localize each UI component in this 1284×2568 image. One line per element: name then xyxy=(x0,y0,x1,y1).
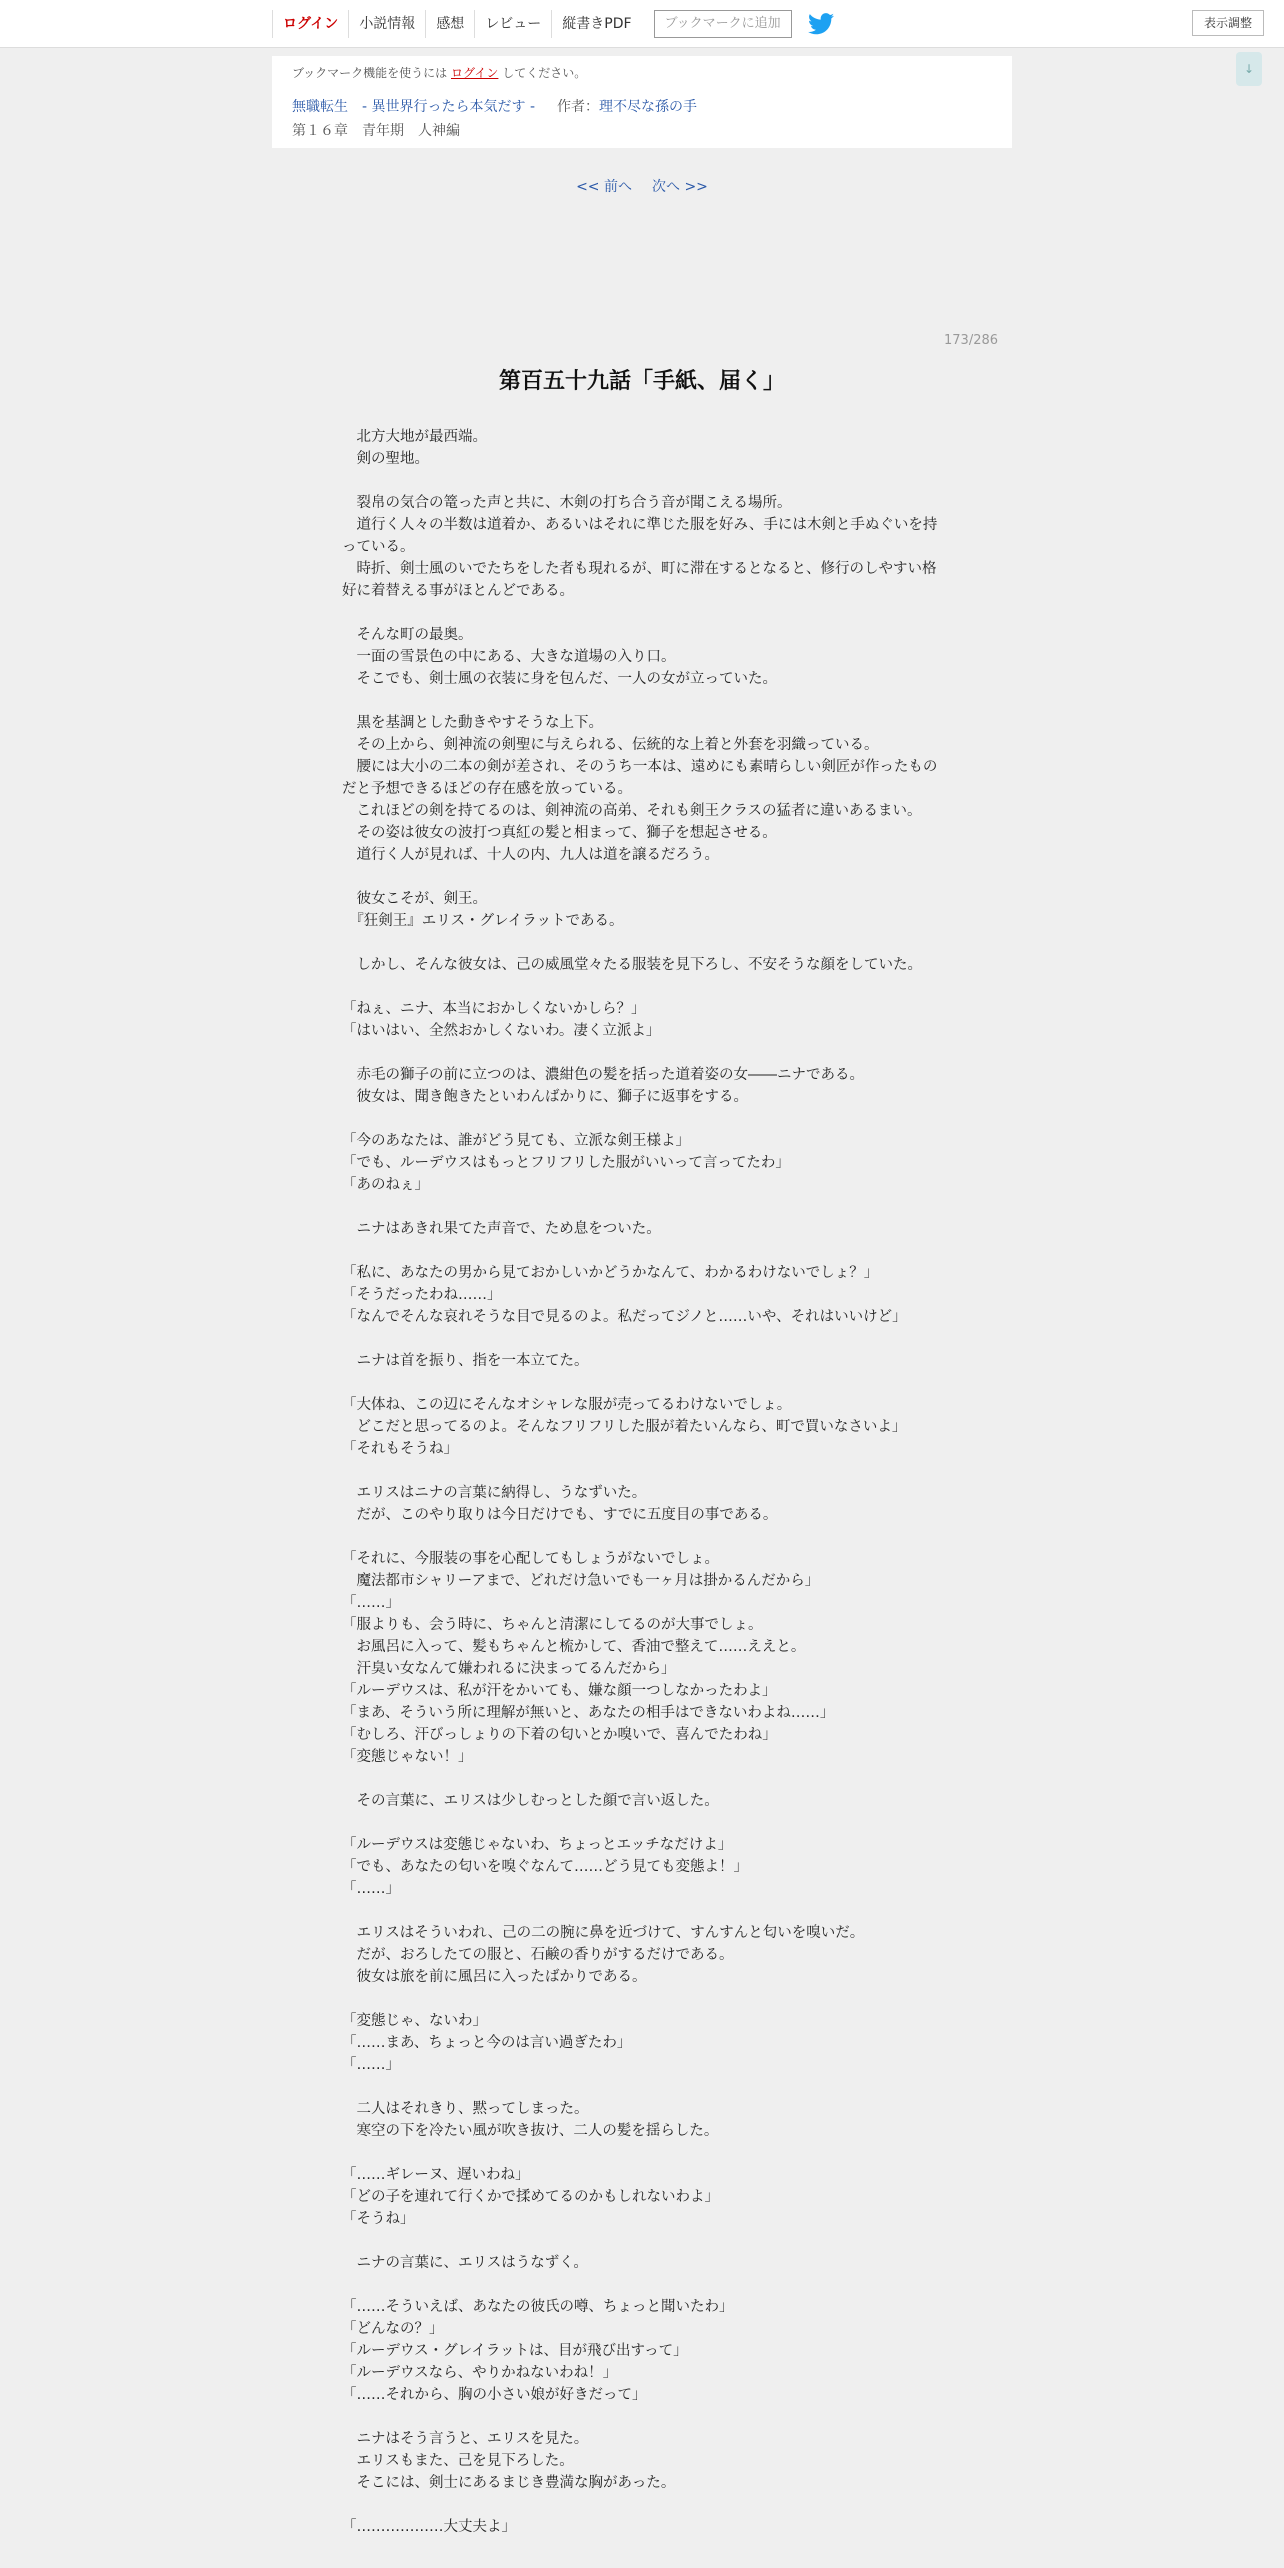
novel-paragraph xyxy=(342,1196,946,1218)
novel-paragraph: 時折、剣士風のいでたちをした者も現れるが、町に滞在するとなると、修行のしやすい格好に着替える事がほとんどである。 xyxy=(342,561,937,599)
pager xyxy=(0,176,1284,196)
novel-paragraph xyxy=(342,1768,946,1790)
novel-paragraph: その姿は彼女の波打つ真紅の髪と相まって、獅子を想起させる。 xyxy=(342,825,777,841)
novel-paragraph xyxy=(342,866,946,888)
novel-paragraph: お風呂に入って、髪もちゃんと梳かして、香油で整えて……ええと。 xyxy=(342,1639,806,1655)
novel-paragraph: これほどの剣を持てるのは、剣神流の高弟、それも剣王クラスの猛者に違いあるまい。 xyxy=(342,803,922,819)
vertical-pdf-link[interactable]: 縦書きPDF xyxy=(551,10,641,38)
novel-paragraph xyxy=(342,976,946,998)
page-number: 173/286 xyxy=(944,333,999,348)
novel-info-link[interactable]: 小説情報 xyxy=(348,10,425,38)
novel-paragraph: 「でも、ルーデウスはもっとフリフリした服がいいって言ってたわ」 xyxy=(342,1155,790,1171)
novel-paragraph: 彼女こそが、剣王。 xyxy=(342,891,487,907)
novel-paragraph: 「ルーデウス・グレイラットは、目が飛び出すって」 xyxy=(342,2343,688,2359)
novel-paragraph: 腰には大小の二本の剣が差され、そのうち一本は、遠めにも素晴らしい剣匠が作ったものだと予想できるほどの存在感を放っている。 xyxy=(342,759,938,797)
novel-paragraph: ニナはあきれ果てた声音で、ため息をついた。 xyxy=(342,1221,661,1237)
novel-paragraph: 彼女は旅を前に風呂に入ったばかりである。 xyxy=(342,1969,647,1985)
novel-paragraph: 一面の雪景色の中にある、大きな道場の入り口。 xyxy=(342,649,676,665)
login-link[interactable]: ログイン xyxy=(272,10,348,38)
novel-paragraph: 「……それから、胸の小さい娘が好きだって」 xyxy=(342,2387,647,2403)
novel-paragraph: 「……」 xyxy=(342,2057,400,2073)
novel-paragraph: 『狂剣王』エリス・グレイラットである。 xyxy=(342,913,624,929)
novel-paragraph: しかし、そんな彼女は、己の威風堂々たる服装を見下ろし、不安そうな顔をしていた。 xyxy=(342,957,922,973)
novel-paragraph xyxy=(342,2076,946,2098)
novel-paragraph: 赤毛の獅子の前に立つのは、濃紺色の髪を括った道着姿の女――ニナである。 xyxy=(342,1067,864,1083)
novel-paragraph: 二人はそれきり、黙ってしまった。 xyxy=(342,2101,589,2117)
novel-paragraph: 「どの子を連れて行くかで揉めてるのかもしれないわよ」 xyxy=(342,2189,719,2205)
novel-paragraph: 「それに、今服装の事を心配してもしょうがないでしょ。 xyxy=(342,1551,719,1567)
novel-paragraph: 「むしろ、汗びっしょりの下着の匂いとか嗅いで、喜んでたわね」 xyxy=(342,1727,777,1743)
novel-paragraph: そんな町の最奥。 xyxy=(342,627,473,643)
novel-paragraph: 「ルーデウスは変態じゃないわ、ちょっとエッチなだけよ」 xyxy=(342,1837,733,1853)
novel-paragraph: 「でも、あなたの匂いを嗅ぐなんて……どう見ても変態よ！」 xyxy=(342,1859,748,1875)
novel-paragraph: その言葉に、エリスは少しむっとした顔で言い返した。 xyxy=(342,1793,719,1809)
novel-paragraph: 彼女は、聞き飽きたといわんばかりに、獅子に返事をする。 xyxy=(342,1089,748,1105)
novel-paragraph: 「はいはい、全然おかしくないわ。凄く立派よ」 xyxy=(342,1023,661,1039)
novel-paragraph xyxy=(342,2230,946,2252)
novel-paragraph xyxy=(342,1526,946,1548)
novel-paragraph: 北方大地が最西端。 xyxy=(342,429,487,445)
novel-paragraph: 「……まあ、ちょっと今のは言い過ぎたわ」 xyxy=(342,2035,632,2051)
novel-paragraph xyxy=(342,1042,946,1064)
bookmark-note-text-end: してください。 xyxy=(502,66,587,80)
prev-page-link[interactable]: << 前へ xyxy=(576,179,632,195)
novel-paragraph xyxy=(342,1988,946,2010)
novel-paragraph: 「ルーデウスは、私が汗をかいても、嫌な顔一つしなかったわよ」 xyxy=(342,1683,777,1699)
novel-paragraph xyxy=(342,2142,946,2164)
novel-paragraph: 「なんでそんな哀れそうな目で見るのよ。私だってジノと……いや、それはいいけど」 xyxy=(342,1309,907,1325)
novel-paragraph xyxy=(342,1900,946,1922)
novel-paragraph: だが、おろしたての服と、石鹸の香りがするだけである。 xyxy=(342,1947,734,1963)
novel-paragraph: 「あのねぇ」 xyxy=(342,1177,429,1193)
novel-body xyxy=(342,426,946,2538)
novel-paragraph xyxy=(342,690,946,712)
episode-title: 第百五十九話「手紙、届く」 xyxy=(498,369,785,394)
novel-paragraph: だが、このやり取りは今日だけでも、すでに五度目の事である。 xyxy=(342,1507,778,1523)
novel-paragraph: ニナはそう言うと、エリスを見た。 xyxy=(342,2431,589,2447)
novel-paragraph: 「そうね」 xyxy=(342,2211,415,2227)
novel-paragraph: 「そうだったわね……」 xyxy=(342,1287,502,1303)
novel-paragraph xyxy=(342,2406,946,2428)
novel-paragraph: 道行く人々の半数は道着か、あるいはそれに準じた服を好み、手には木剣と手ぬぐいを持っている。 xyxy=(342,517,938,555)
novel-paragraph: そこでも、剣士風の衣装に身を包んだ、一人の女が立っていた。 xyxy=(342,671,777,687)
author-label: 作者： xyxy=(557,99,600,115)
novel-paragraph: ニナは首を振り、指を一本立てた。 xyxy=(342,1353,589,1369)
novel-paragraph: エリスはそういわれ、己の二の腕に鼻を近づけて、すんすんと匂いを嗅いだ。 xyxy=(342,1925,865,1941)
novel-paragraph: 「……」 xyxy=(342,1595,400,1611)
novel-paragraph: 「ルーデウスなら、やりかねないわね！」 xyxy=(342,2365,618,2381)
novel-paragraph xyxy=(342,1328,946,1350)
arrow-down-icon: ↓ xyxy=(1243,62,1255,76)
novel-paragraph: 「まあ、そういう所に理解が無いと、あなたの相手はできないわよね……」 xyxy=(342,1705,835,1721)
novel-paragraph: 寒空の下を冷たい風が吹き抜け、二人の髪を揺らした。 xyxy=(342,2123,719,2139)
add-bookmark-button[interactable]: ブックマークに追加 xyxy=(654,10,792,38)
novel-paragraph xyxy=(342,1240,946,1262)
bookmark-login-link[interactable]: ログイン xyxy=(451,66,499,80)
novel-paragraph: 「……ギレーヌ、遅いわね」 xyxy=(342,2167,530,2183)
review-link[interactable]: レビュー xyxy=(474,10,551,38)
novel-paragraph: 剣の聖地。 xyxy=(342,451,429,467)
novel-paragraph xyxy=(342,2274,946,2296)
novel-paragraph xyxy=(342,1372,946,1394)
chapter-name: 第１６章 青年期 人神編 xyxy=(292,123,460,139)
novel-paragraph: ニナの言葉に、エリスはうなずく。 xyxy=(342,2255,588,2271)
next-page-link[interactable]: 次へ >> xyxy=(652,179,708,195)
novel-paragraph xyxy=(342,602,946,624)
novel-paragraph: 「ねぇ、ニナ、本当におかしくないかしら？」 xyxy=(342,1001,646,1017)
novel-paragraph: そこには、剣士にあるまじき豊満な胸があった。 xyxy=(342,2475,676,2491)
novel-paragraph xyxy=(342,2494,946,2516)
novel-paragraph: 「私に、あなたの男から見ておかしいかどうかなんて、わかるわけないでしょ？」 xyxy=(342,1265,879,1281)
novel-paragraph: 「服よりも、会う時に、ちゃんと清潔にしてるのが大事でしょ。 xyxy=(342,1617,763,1633)
novel-paragraph: 魔法都市シャリーアまで、どれだけ急いでも一ヶ月は掛かるんだから」 xyxy=(342,1573,820,1589)
novel-paragraph: 「それもそうね」 xyxy=(342,1441,458,1457)
bookmark-login-note xyxy=(292,64,586,81)
twitter-icon[interactable] xyxy=(808,13,834,35)
novel-title-line xyxy=(292,96,697,116)
novel-paragraph xyxy=(342,1460,946,1482)
novel-paragraph xyxy=(342,932,946,954)
novel-paragraph: エリスはニナの言葉に納得し、うなずいた。 xyxy=(342,1485,647,1501)
novel-paragraph: 「大体ね、この辺にそんなオシャレな服が売ってるわけないでしょ。 xyxy=(342,1397,792,1413)
novel-paragraph: エリスもまた、己を見下ろした。 xyxy=(342,2453,574,2469)
novel-paragraph xyxy=(342,470,946,492)
novel-paragraph: 黒を基調とした動きやすそうな上下。 xyxy=(342,715,603,731)
novel-paragraph: 「変態じゃない！」 xyxy=(342,1749,473,1765)
novel-paragraph: 「……そういえば、あなたの彼氏の噂、ちょっと聞いたわ」 xyxy=(342,2299,734,2315)
novel-paragraph: 「どんなの？」 xyxy=(342,2321,444,2337)
novel-paragraph xyxy=(342,1812,946,1834)
novel-paragraph: 「………………大丈夫よ」 xyxy=(342,2519,516,2535)
scroll-down-tab[interactable] xyxy=(1236,52,1262,86)
impressions-link[interactable]: 感想 xyxy=(425,10,474,38)
novel-paragraph: どこだと思ってるのよ。そんなフリフリした服が着たいんなら、町で買いなさいよ」 xyxy=(342,1419,907,1435)
main-nav xyxy=(272,10,834,38)
novel-paragraph xyxy=(342,1108,946,1130)
novel-paragraph: 裂帛の気合の篭った声と共に、木剣の打ち合う音が聞こえる場所。 xyxy=(342,495,792,511)
novel-paragraph: 道行く人が見れば、十人の内、九人は道を譲るだろう。 xyxy=(342,847,719,863)
top-navigation-bar xyxy=(0,0,1284,48)
author-link[interactable]: 理不尽な孫の手 xyxy=(599,99,698,115)
bookmark-note-text: ブックマーク機能を使うには xyxy=(292,66,448,80)
display-settings-button[interactable]: 表示調整 xyxy=(1192,10,1264,36)
novel-paragraph: 「変態じゃ、ないわ」 xyxy=(342,2013,487,2029)
novel-paragraph: 「今のあなたは、誰がどう見ても、立派な剣王様よ」 xyxy=(342,1133,690,1149)
novel-title-link[interactable]: 無職転生 - 異世界行ったら本気だす - xyxy=(292,99,536,115)
novel-info-box xyxy=(272,56,1012,148)
novel-paragraph: 「……」 xyxy=(342,1881,400,1897)
novel-paragraph: 汗臭い女なんて嫌われるに決まってるんだから」 xyxy=(342,1661,676,1677)
novel-paragraph: その上から、剣神流の剣聖に与えられる、伝統的な上着と外套を羽織っている。 xyxy=(342,737,879,753)
